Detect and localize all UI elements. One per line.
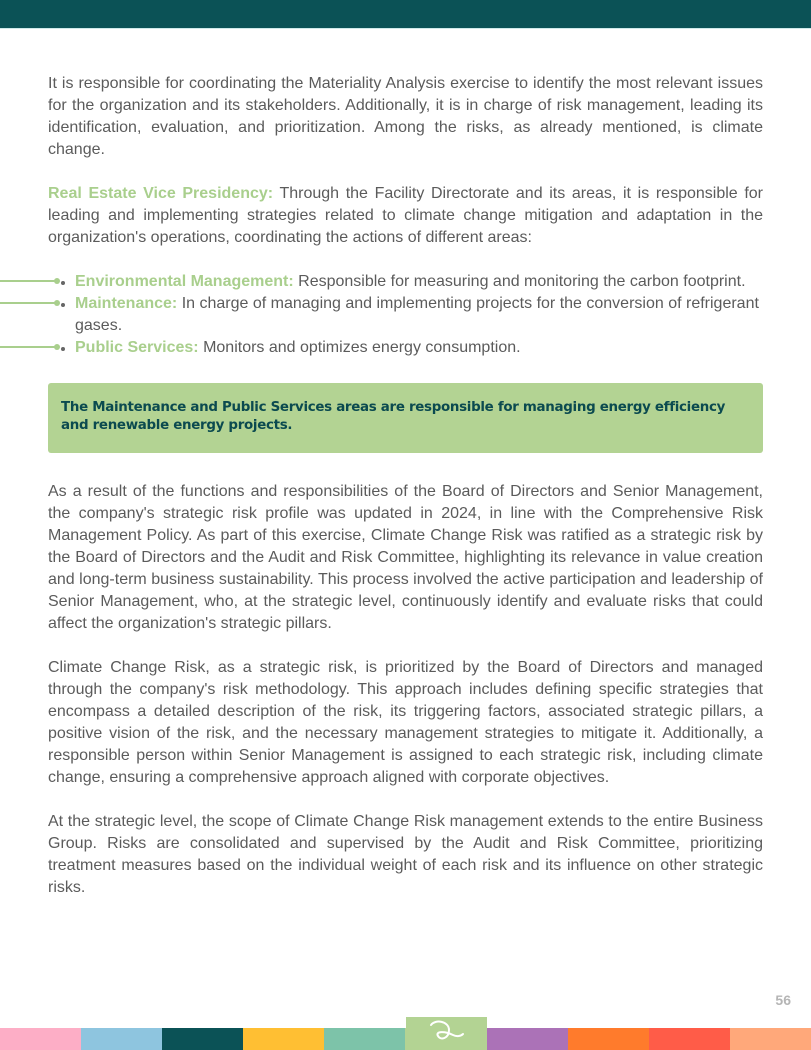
callout-box: The Maintenance and Public Services areas are responsible for managing energy efficiency and renewable energy projects. [48,383,763,453]
area-label: Environmental Management: [75,273,294,290]
page-content [48,73,763,921]
areas-list [48,271,763,359]
page-number: 56 [775,992,791,1008]
connector-line-icon [0,280,58,282]
header-band [0,0,811,29]
footer-segment [487,1028,568,1050]
area-text: Monitors and optimizes energy consumption. [198,339,521,356]
list-item [48,337,763,359]
footer-segment [324,1028,405,1050]
list-item [48,271,763,293]
footer-segment [162,1028,243,1050]
intro-paragraph: It is responsible for coordinating the Materiality Analysis exercise to identify the most relevant issues for the organization and its stakeholders. Additionally, it is in charge of risk management, leading its identification, evaluation, and prioritization. Among the risks, as already mentioned, is climate change. [48,75,763,158]
footer-segment [649,1028,730,1050]
bullet-icon [61,347,65,351]
body-paragraph: Climate Change Risk, as a strategic risk, is prioritized by the Board of Directors and managed through the company's risk methodology. This approach includes defining specific strategies that encompass a detailed description of the risk, its triggering factors, associated strategic pillars, a positive vision of the risk, and the necessary management strategies to mitigate it. Additionally, a responsible person within Senior Management is assigned to each strategic risk, including climate change, ensuring a comprehensive approach aligned with corporate objectives. [48,659,763,786]
real-estate-paragraph [48,183,763,249]
area-label: Maintenance: [75,295,178,312]
real-estate-text: Through the Facility Directorate and its areas, it is responsible for leading and implementing strategies related to climate change mitigation and adaptation in the organization's operations, coordinating the actions of different areas: [48,185,763,246]
footer-segment [730,1028,811,1050]
body-paragraph: As a result of the functions and responsibilities of the Board of Directors and Senior Management, the company's strategic risk profile was updated in 2024, in line with the Comprehensive Risk Management Policy. As part of this exercise, Climate Change Risk was ratified as a strategic risk by the Board of Directors and the Audit and Risk Committee, highlighting its relevance in value creation and long-term business sustainability. This process involved the active participation and leadership of Senior Management, who, at the strategic level, continuously identify and evaluate risks that could affect the organization's strategic pillars. [48,483,763,632]
footer-segment [243,1028,324,1050]
footer-segment [81,1028,162,1050]
area-label: Public Services: [75,339,199,356]
bullet-icon [61,303,65,307]
connector-line-icon [0,302,58,304]
leaf-icon [427,1019,467,1048]
footer-logo-tab [406,1017,487,1050]
bullet-icon [61,281,65,285]
connector-line-icon [0,346,58,348]
area-text: In charge of managing and implementing projects for the conversion of refrigerant gases. [75,295,759,334]
real-estate-label: Real Estate Vice Presidency: [48,185,274,202]
footer-segment [0,1028,81,1050]
area-text: Responsible for measuring and monitoring the carbon footprint. [293,273,746,290]
body-paragraph: At the strategic level, the scope of Climate Change Risk management extends to the entire Business Group. Risks are consolidated and supervised by the Audit and Risk Committee, prioritizing treatment measures based on the individual weight of each risk and its influence on other strategic risks. [48,813,763,896]
list-item [48,293,763,337]
footer-segment [568,1028,649,1050]
